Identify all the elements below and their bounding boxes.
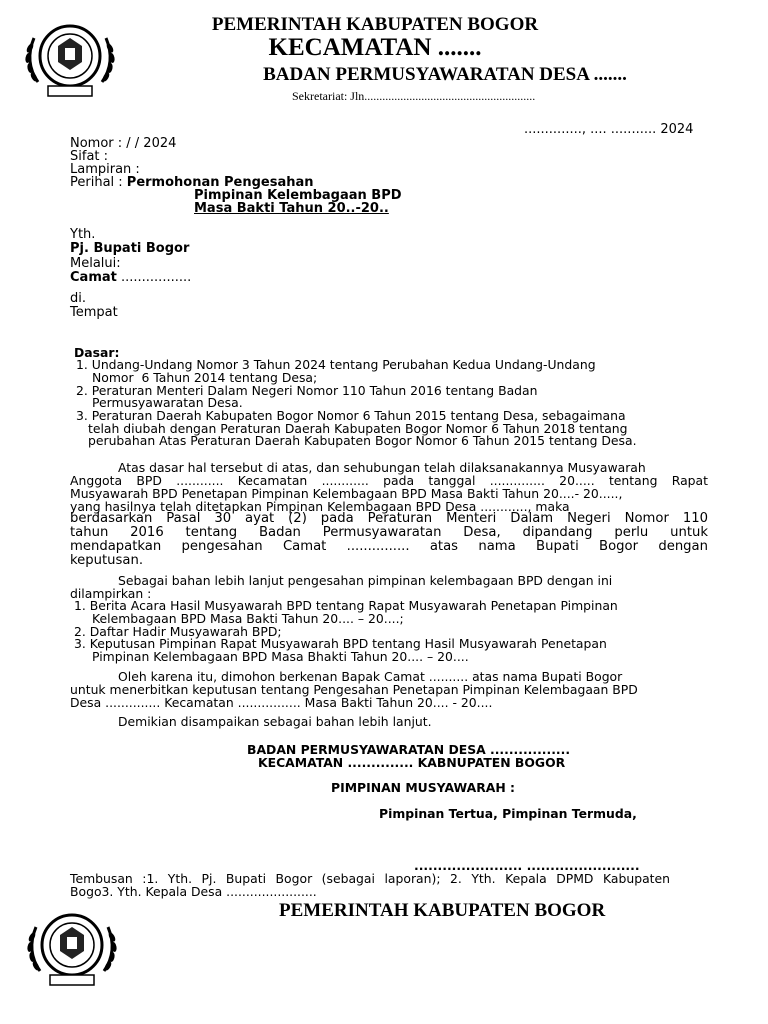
body-paragraph-line: Anggota BPD ............ Kecamatan ............ pada tanggal .............. 20..... tentang Rapat — [70, 473, 708, 488]
copy-recipients-line: Tembusan :1. Yth. Pj. Bupati Bogor (sebagai laporan); 2. Yth. Kepala DPMD Kabupaten — [70, 871, 670, 886]
signature-roles: Pimpinan Tertua, Pimpinan Termuda, — [379, 806, 637, 821]
legal-basis-item: telah diubah dengan Peraturan Daerah Kabupaten Bogor Nomor 6 Tahun 2018 tentang — [88, 421, 628, 436]
letterhead-address: Sekretariat: Jln......................................................... — [292, 89, 536, 103]
letter-date: .............., .... ........... 2024 — [524, 122, 694, 137]
body-paragraph-line: keputusan. — [70, 553, 144, 568]
letterhead-bpd: BADAN PERMUSYAWARATAN DESA ....... — [263, 64, 627, 85]
signature-org-line-2: KECAMATAN .............. KABNUPATEN BOGOR — [258, 755, 566, 770]
body-paragraph-line: mendapatkan pengesahan Camat ............... atas nama Bupati Bogor dengan — [70, 539, 708, 554]
footer-letterhead-government: PEMERINTAH KABUPATEN BOGOR — [279, 900, 606, 921]
closing-sentence: Demikian disampaikan sebagai bahan lebih lanjut. — [118, 714, 432, 729]
signature-title: PIMPINAN MUSYAWARAH : — [331, 780, 515, 795]
letterhead-government: PEMERINTAH KABUPATEN BOGOR — [211, 14, 539, 35]
request-paragraph-line: Desa .............. Kecamatan ................ Masa Bakti Tahun 20.... - 20.... — [70, 695, 493, 710]
signature-names: ....................... ........................ — [414, 858, 640, 873]
camat-label: Camat — [70, 270, 117, 285]
bpd-seal-logo — [20, 18, 120, 102]
subject-line-2: Pimpinan Kelembagaan BPD — [194, 188, 402, 203]
recipient-place: Tempat — [70, 305, 118, 320]
letterhead-kecamatan: KECAMATAN ....... — [268, 34, 482, 61]
attachment-intro: dilampirkan : — [70, 586, 152, 601]
legal-basis-item: perubahan Atas Peraturan Daerah Kabupaten Bogor Nomor 6 Tahun 2015 tentang Desa. — [88, 433, 637, 448]
request-paragraph-line: Oleh karena itu, dimohon berkenan Bapak Camat .......... atas nama Bupati Bogor — [118, 669, 623, 684]
body-paragraph-line: Musyawarah BPD Penetapan Pimpinan Kelembagaan BPD Masa Bakti Tahun 20....- 20....., — [70, 486, 623, 501]
body-paragraph-line: Atas dasar hal tersebut di atas, dan sehubungan telah dilaksanakannya Musyawarah — [118, 460, 646, 475]
legal-basis-item: 2. Peraturan Menteri Dalam Negeri Nomor 110 Tahun 2016 tentang Badan — [76, 383, 538, 398]
legal-basis-item: Nomor 6 Tahun 2014 tentang Desa; — [92, 370, 318, 385]
legal-basis-item: 3. Peraturan Daerah Kabupaten Bogor Nomor 6 Tahun 2015 tentang Desa, sebagaimana — [76, 408, 626, 423]
legal-basis-item: 1. Undang-Undang Nomor 3 Tahun 2024 tentang Perubahan Kedua Undang-Undang — [76, 357, 596, 372]
letter-number: Nomor : / / 2024 — [70, 136, 177, 151]
subject-line-1: Permohonan Pengesahan — [126, 175, 314, 190]
body-paragraph-line: yang hasilnya telah ditetapkan Pimpinan Kelembagaan BPD Desa ............, maka — [70, 499, 570, 514]
body-paragraph-line: tahun 2016 tentang Badan Permusyawaratan Desa, dipandang perlu untuk — [70, 525, 708, 540]
attachment-item: 1. Berita Acara Hasil Musyawarah BPD tentang Rapat Musyawarah Penetapan Pimpinan — [74, 598, 618, 613]
signature-org-line-1: BADAN PERMUSYAWARATAN DESA ................. — [247, 742, 571, 757]
copy-recipients-line: Bogo3. Yth. Kepala Desa ....................... — [70, 884, 317, 899]
bpd-seal-logo-footer — [22, 905, 122, 991]
body-paragraph-line: berdasarkan Pasal 30 ayat (2) pada Peraturan Menteri Dalam Negeri Nomor 110 — [70, 511, 708, 526]
subject-line-3: Masa Bakti Tahun 20..-20.. — [194, 201, 389, 216]
recipient-via: Melalui: — [70, 256, 121, 271]
recipient-salutation: Yth. — [70, 227, 96, 242]
recipient-name: Pj. Bupati Bogor — [70, 241, 190, 256]
request-paragraph-line: untuk menerbitkan keputusan tentang Pengesahan Penetapan Pimpinan Kelembagaan BPD — [70, 682, 638, 697]
legal-basis-item: Permusyawaratan Desa. — [92, 395, 243, 410]
attachment-item: 3. Keputusan Pimpinan Rapat Musyawarah BPD tentang Hasil Musyawarah Penetapan — [74, 636, 607, 651]
letter-attachment: Lampiran : — [70, 162, 140, 177]
recipient-di: di. — [70, 291, 86, 306]
attachment-item: Kelembagaan BPD Masa Bakti Tahun 20.... – 20....; — [92, 611, 404, 626]
legal-basis-heading: Dasar: — [74, 345, 120, 360]
attachment-item: 2. Daftar Hadir Musyawarah BPD; — [74, 624, 282, 639]
subject-label: Perihal : — [70, 175, 127, 190]
letter-nature: Sifat : — [70, 149, 109, 164]
attachment-item: Pimpinan Kelembagaan BPD Masa Bhakti Tahun 20.... – 20.... — [92, 649, 469, 664]
camat-dots: ................. — [116, 270, 192, 285]
attachment-intro: Sebagai bahan lebih lanjut pengesahan pimpinan kelembagaan BPD dengan ini — [118, 573, 613, 588]
recipient-camat — [70, 271, 191, 285]
